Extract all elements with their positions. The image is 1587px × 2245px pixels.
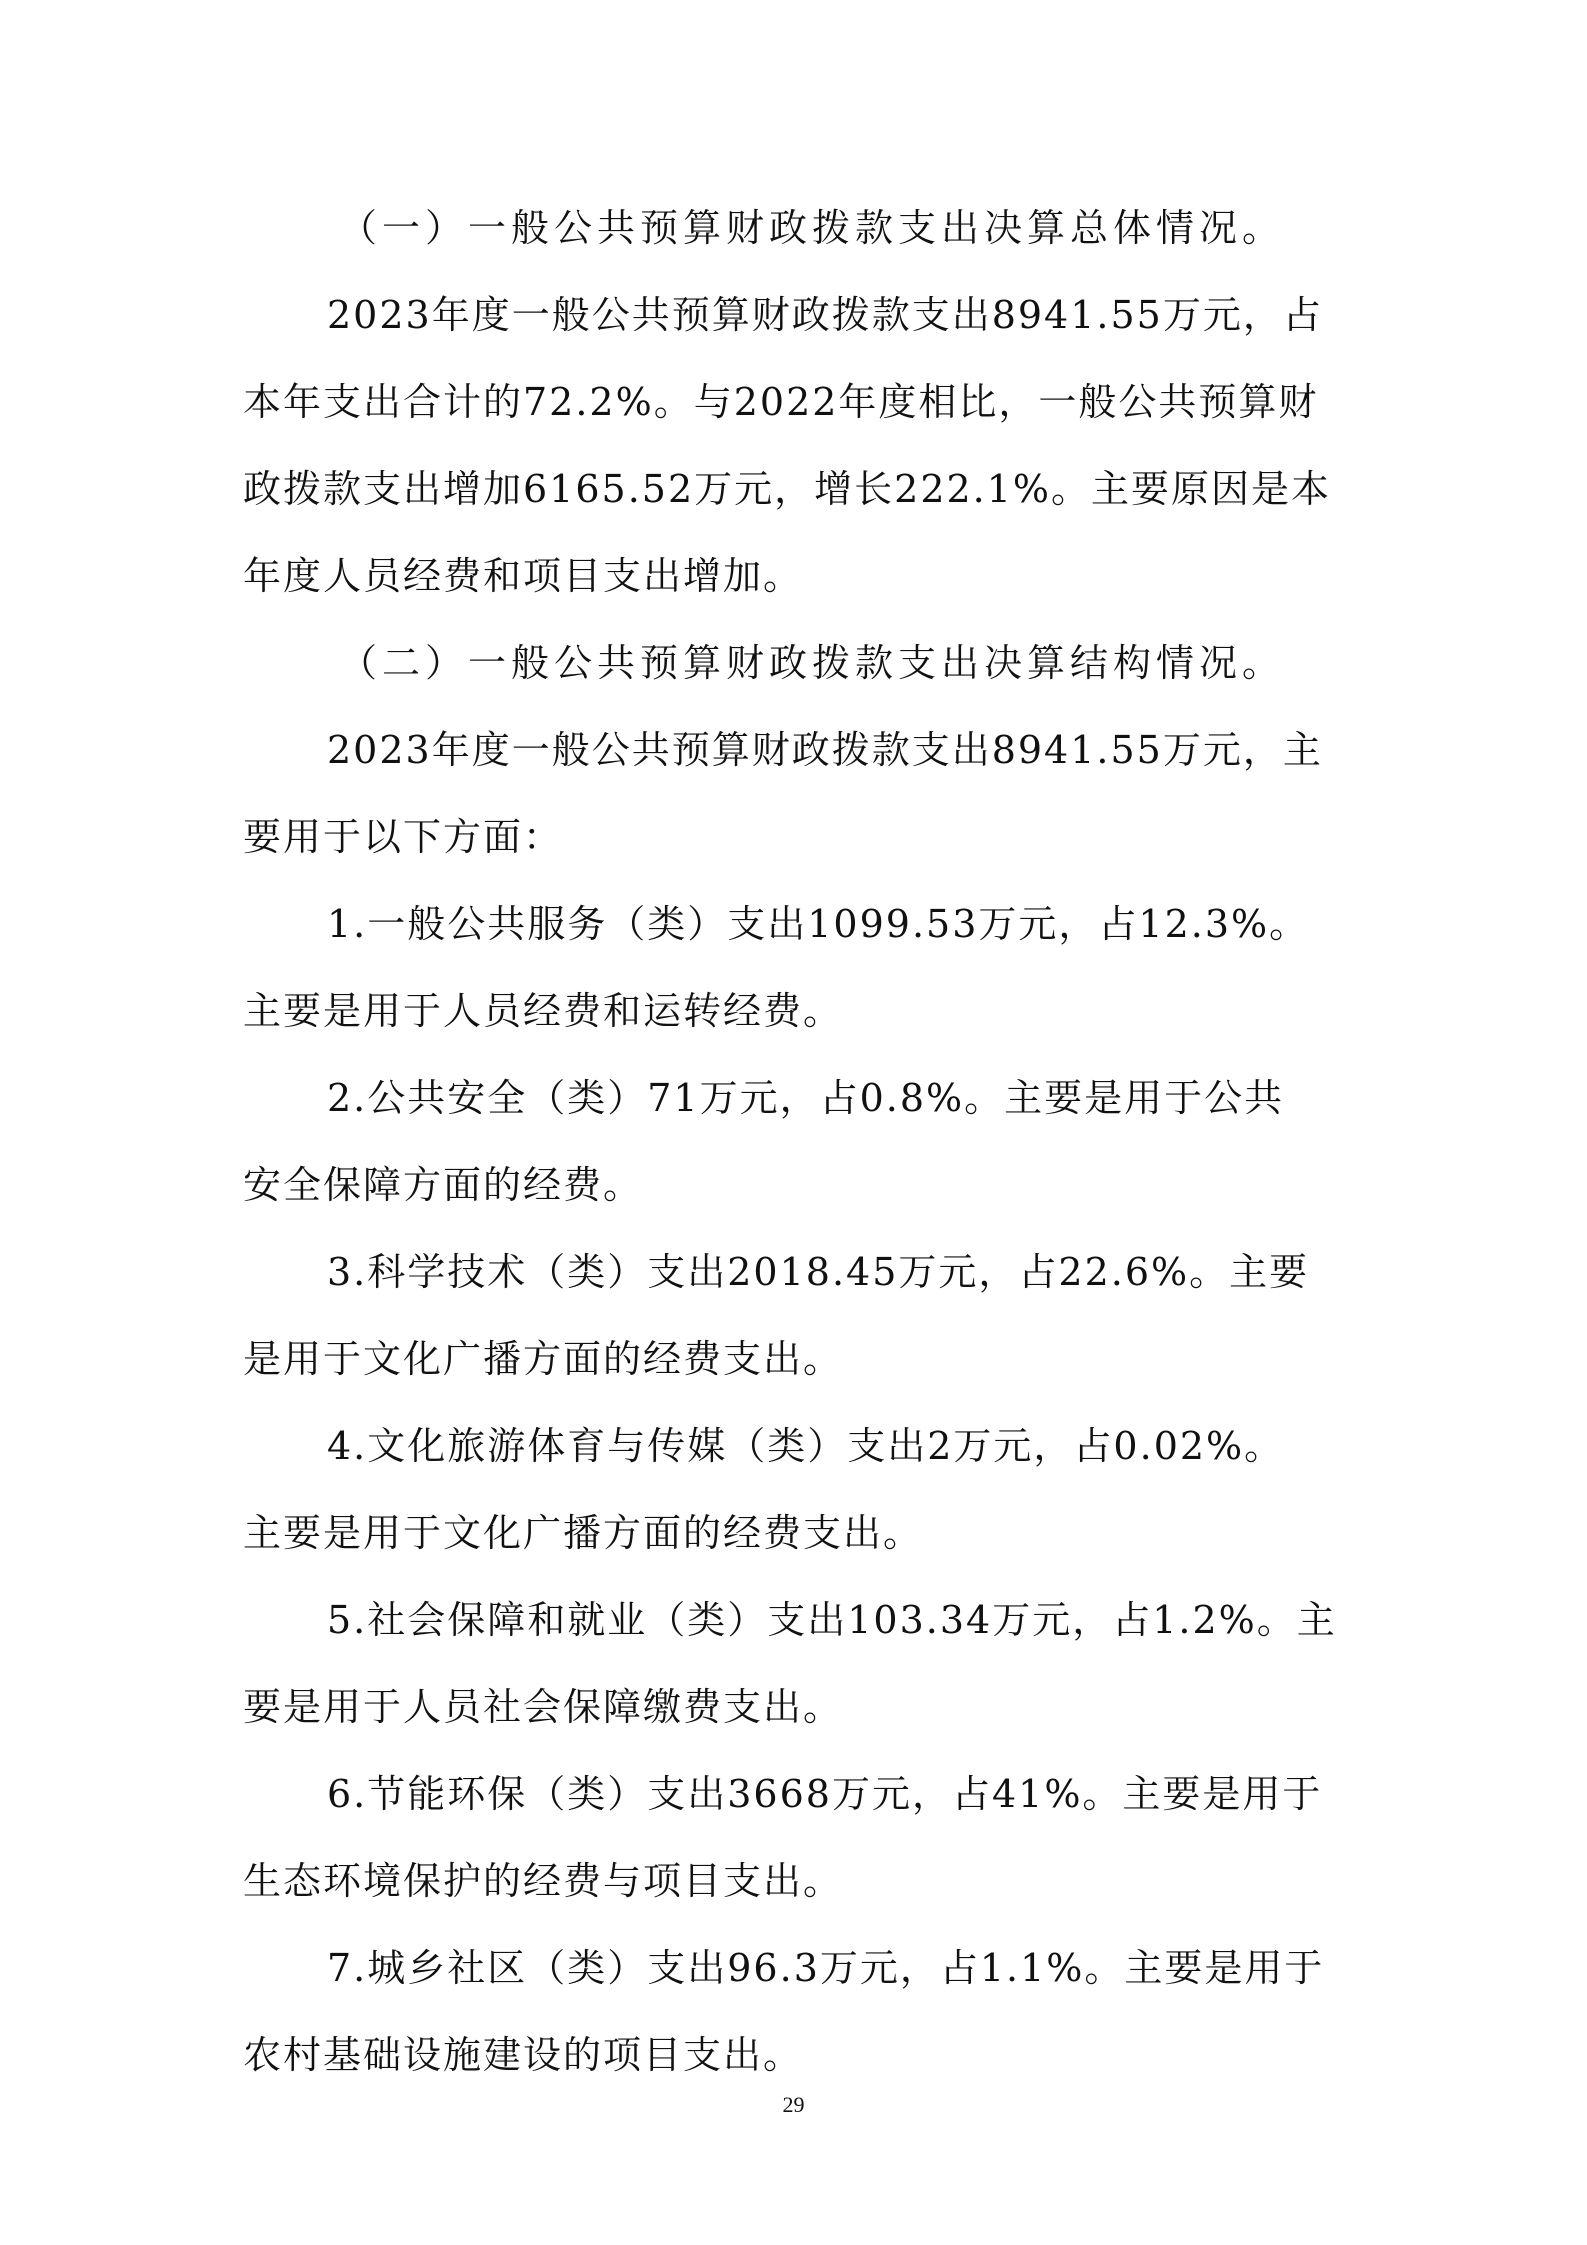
document-body [243, 185, 1353, 2099]
section-heading-structure: （二）一般公共预算财政拨款支出决算结构情况。 [339, 641, 1286, 685]
list-item-line: 主要是用于人员经费和运转经费。 [243, 989, 844, 1033]
paragraph-line: 年度人员经费和项目支出增加。 [243, 554, 804, 598]
paragraph-line: 要用于以下方面： [243, 815, 564, 859]
list-item-line: 5.社会保障和就业（类）支出103.34万元，占1.2%。主 [327, 1598, 1337, 1642]
section-heading-overall: （一）一般公共预算财政拨款支出决算总体情况。 [339, 206, 1286, 250]
paragraph-line: 2023年度一般公共预算财政拨款支出8941.55万元，主 [327, 728, 1323, 772]
list-item-line: 3.科学技术（类）支出2018.45万元，占22.6%。主要 [327, 1250, 1310, 1294]
list-item-line: 6.节能环保（类）支出3668万元，占41%。主要是用于 [327, 1772, 1323, 1816]
list-item-line: 4.文化旅游体育与传媒（类）支出2万元，占0.02%。 [327, 1424, 1285, 1468]
paragraph-line: 本年支出合计的72.2%。与2022年度相比，一般公共预算财 [243, 380, 1319, 424]
list-item-line: 是用于文化广播方面的经费支出。 [243, 1337, 844, 1381]
list-item-line: 主要是用于文化广播方面的经费支出。 [243, 1511, 924, 1555]
list-item-line: 要是用于人员社会保障缴费支出。 [243, 1685, 844, 1729]
list-item-line: 农村基础设施建设的项目支出。 [243, 2033, 804, 2077]
list-item-line: 安全保障方面的经费。 [243, 1163, 644, 1207]
list-item-line: 生态环境保护的经费与项目支出。 [243, 1859, 844, 1903]
paragraph-line: 政拨款支出增加6165.52万元，增长222.1%。主要原因是本 [243, 467, 1332, 511]
list-item-line: 7.城乡社区（类）支出96.3万元，占1.1%。主要是用于 [327, 1946, 1325, 1990]
list-item-line: 2.公共安全（类）71万元，占0.8%。主要是用于公共 [327, 1076, 1285, 1120]
page-number: 29 [782, 2092, 805, 2117]
list-item-line: 1.一般公共服务（类）支出1099.53万元，占12.3%。 [327, 902, 1310, 946]
paragraph-line: 2023年度一般公共预算财政拨款支出8941.55万元，占 [327, 293, 1323, 337]
